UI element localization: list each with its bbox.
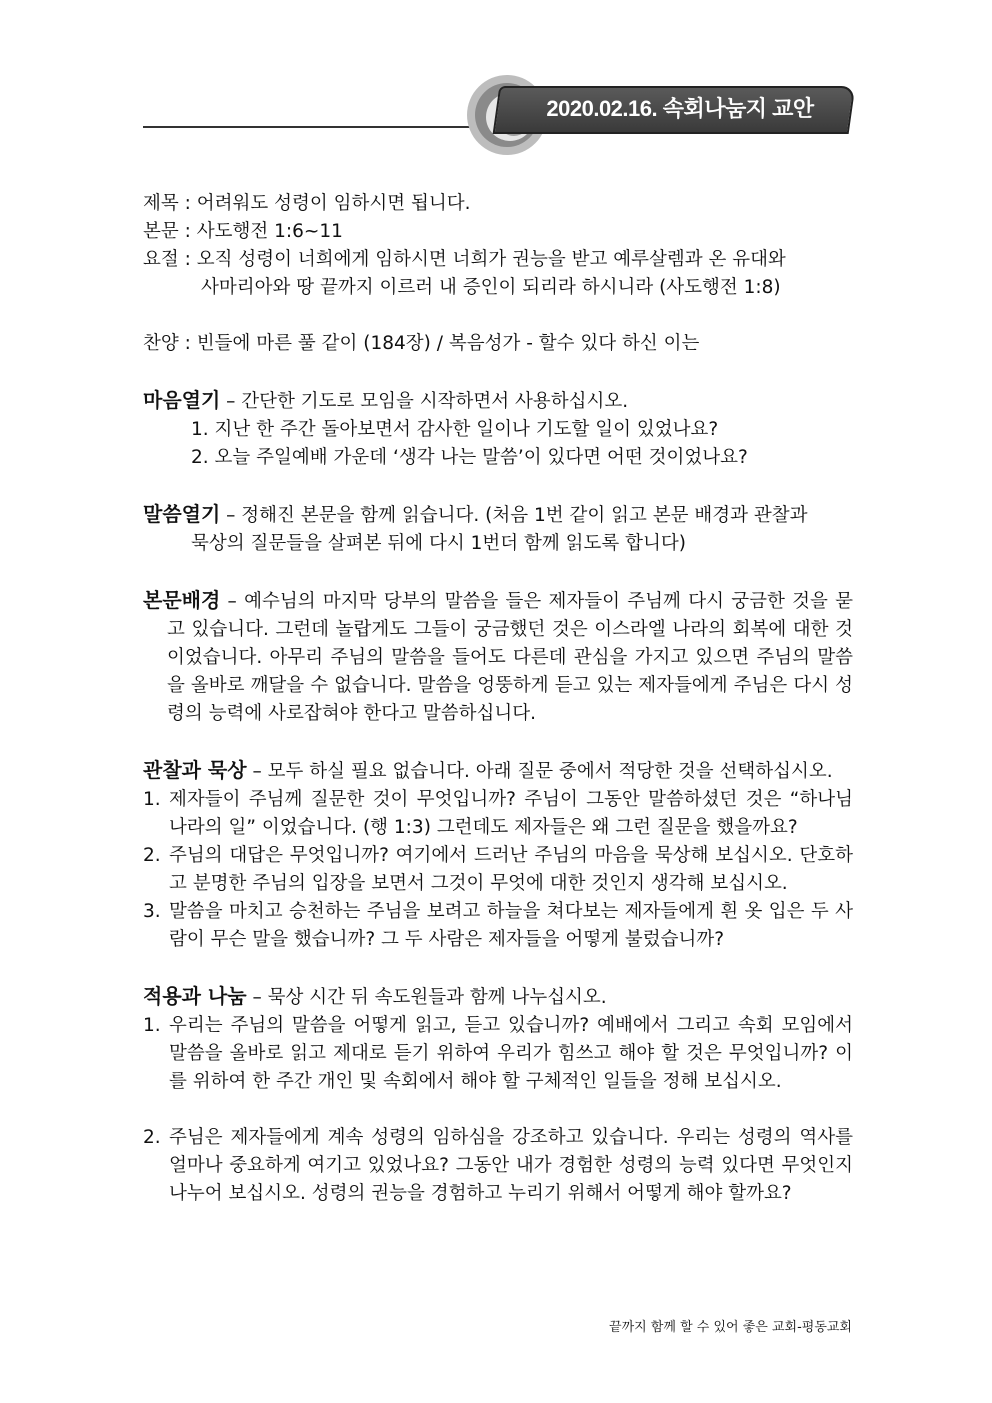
meta-verse: [143, 246, 853, 274]
application-item-num: 1.: [143, 1015, 161, 1036]
application-item-text: 주님은 제자들에게 계속 성령의 임하심을 강조하고 있습니다. 우리는 성령의 역사를 얼마나 중요하게 여기고 있었나요? 그동안 내가 경험한 성령의 능력 있다면 무엇인지 나누어 보십시오. 성령의 권능을 경험하고 누리기 위해서 어떻게 해야 할까요?: [169, 1127, 853, 1204]
application-desc: – 묵상 시간 뒤 속도원들과 함께 나누십시오.: [246, 987, 607, 1008]
meta-hymn-value: 빈들에 마른 풀 같이 (184장) / 복음성가 - 할수 있다 하신 이는: [196, 333, 700, 354]
word-desc: – 정해진 본문을 함께 읽습니다. (처음 1번 같이 읽고 본문 배경과 관찰과: [220, 505, 808, 526]
background-section: [143, 586, 853, 728]
observation-item-text: 제자들이 주님께 질문한 것이 무엇입니까? 주님이 그동안 말씀하셨던 것은 “하나님 나라의 일” 이었습니다. (행 1:3) 그런데도 제자들은 왜 그런 질문을 했을까요?: [169, 789, 853, 838]
opening-section: [143, 386, 853, 472]
word-desc-2: 묵상의 질문들을 살펴본 뒤에 다시 1번더 함께 읽도록 합니다): [191, 533, 686, 554]
header-title: 2020.02.16. 속회나눔지 교안: [546, 96, 814, 121]
meta-text-label: 본문 :: [143, 221, 197, 242]
meta-title-value: 어려워도 성령이 임하시면 됩니다.: [196, 193, 471, 214]
document-body: [143, 190, 853, 1208]
meta-hymn: [143, 330, 853, 358]
page-header: [0, 0, 992, 160]
word-section: [143, 500, 853, 558]
observation-item: [143, 898, 853, 954]
observation-desc: – 모두 하실 필요 없습니다. 아래 질문 중에서 적당한 것을 선택하십시오.: [246, 761, 833, 782]
application-title: 적용과 나눔: [143, 984, 247, 1008]
observation-item-text: 말씀을 마치고 승천하는 주님을 보려고 하늘을 쳐다보는 제자들에게 흰 옷 입은 두 사람이 무슨 말을 했습니까? 그 두 사람은 제자들을 어떻게 불렀습니까?: [169, 901, 853, 950]
opening-title: 마음열기: [143, 388, 221, 412]
word-title: 말씀열기: [143, 502, 221, 526]
observation-title: 관찰과 묵상: [143, 758, 247, 782]
application-item: [143, 1012, 853, 1096]
observation-item-num: 3.: [143, 901, 161, 922]
meta-text-value: 사도행전 1:6~11: [196, 221, 343, 242]
meta-verse-line2: 사마리아와 땅 끝까지 이르러 내 증인이 되리라 하시니라 (사도행전 1:8): [201, 277, 781, 298]
observation-item-num: 1.: [143, 789, 161, 810]
application-section: [143, 982, 853, 1208]
meta-verse-line1: 오직 성령이 너희에게 임하시면 너희가 권능을 받고 예루살렘과 온 유대와: [196, 249, 786, 270]
observation-item-num: 2.: [143, 845, 161, 866]
background-desc: – 예수님의 마지막 당부의 말씀을 들은 제자들이 주님께 다시 궁금한 것을 묻고 있습니다. 그런데 놀랍게도 그들이 궁금했던 것은 이스라엘 나라의 회복에 대한 것이었습니다. 아무리 주님의 말씀을 들어도 다른데 관심을 가지고 있으면 주님의 말씀을 올바로 깨달을 수 없습니다. 말씀을 엉뚱하게 듣고 있는 제자들에게 주님은 다시 성령의 능력에 사로잡혀야 한다고 말씀하십니다.: [167, 591, 853, 724]
application-item-text: 우리는 주님의 말씀을 어떻게 읽고, 듣고 있습니까? 예배에서 그리고 속회 모임에서 말씀을 올바로 읽고 제대로 듣기 위하여 우리가 힘쓰고 해야 할 것은 무엇입니까? 이를 위하여 한 주간 개인 및 속회에서 해야 할 구체적인 일들을 정해 보십시오.: [169, 1015, 853, 1092]
page-footer: 끝까지 함께 할 수 있어 좋은 교회-평동교회: [609, 1320, 852, 1335]
meta-text: [143, 218, 853, 246]
opening-item: 2. 오늘 주일예배 가운데 ‘생각 나는 말씀’이 있다면 어떤 것이었나요?: [191, 447, 748, 468]
application-item: [143, 1124, 853, 1208]
meta-title-label: 제목 :: [143, 193, 197, 214]
meta-hymn-label: 찬양 :: [143, 333, 197, 354]
meta-title: [143, 190, 853, 218]
observation-section: [143, 756, 853, 954]
observation-item: [143, 842, 853, 898]
observation-item-text: 주님의 대답은 무엇입니까? 여기에서 드러난 주님의 마음을 묵상해 보십시오. 단호하고 분명한 주님의 입장을 보면서 그것이 무엇에 대한 것인지 생각해 보십시오.: [169, 845, 853, 894]
meta-verse-label: 요절 :: [143, 249, 197, 270]
opening-item: 1. 지난 한 주간 돌아보면서 감사한 일이나 기도할 일이 있었나요?: [191, 419, 719, 440]
application-item-num: 2.: [143, 1127, 161, 1148]
background-title: 본문배경: [143, 588, 221, 612]
opening-desc: – 간단한 기도로 모임을 시작하면서 사용하십시오.: [220, 391, 629, 412]
observation-item: [143, 786, 853, 842]
